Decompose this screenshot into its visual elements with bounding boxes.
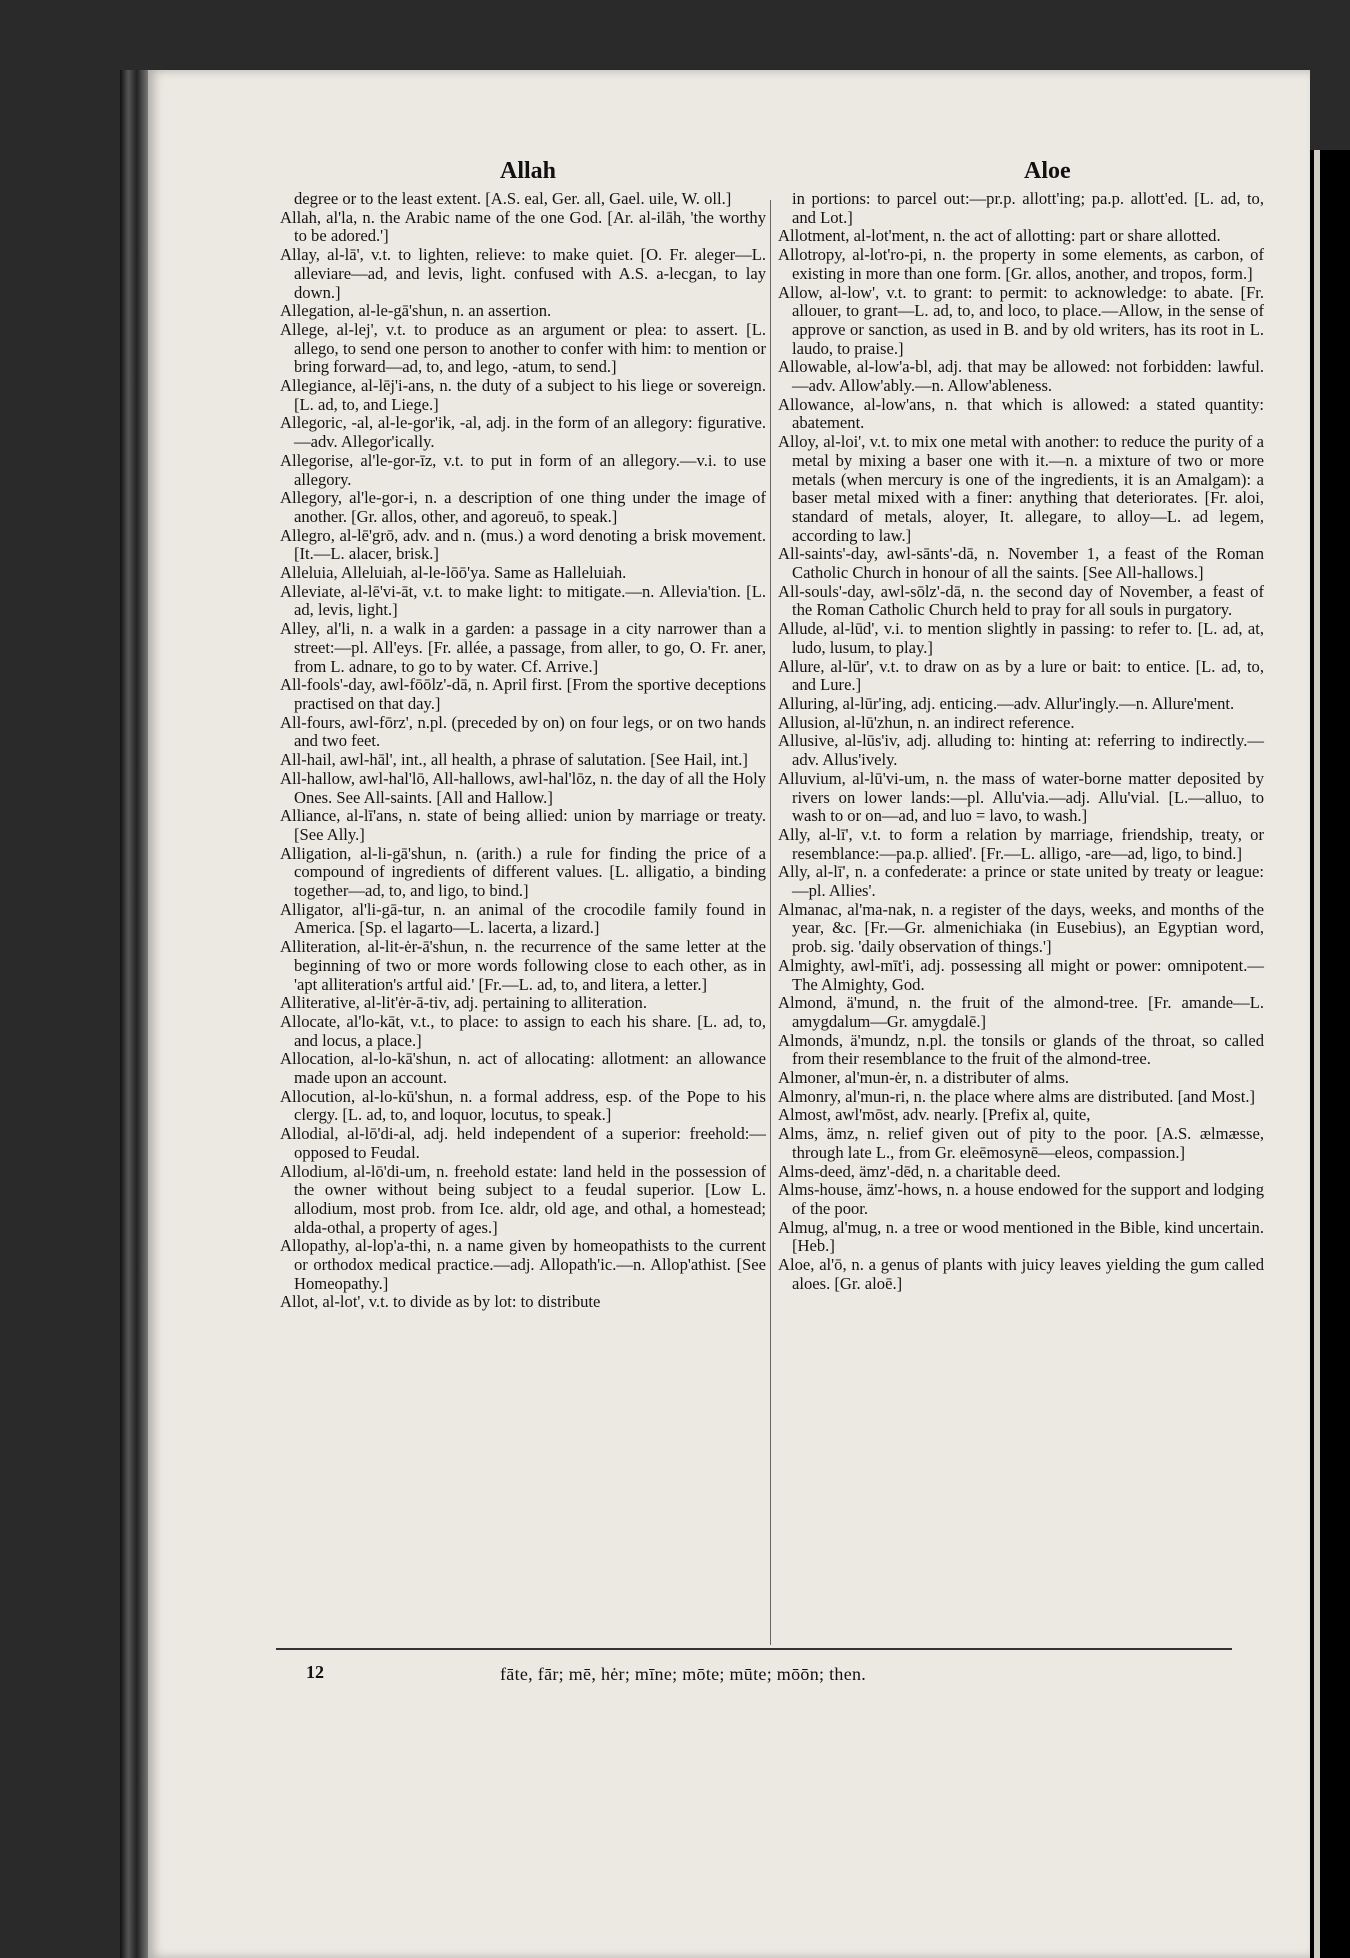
dictionary-entry: Alliterative, al-lit'ėr-ā-tiv, adj. pertaining to alliteration. <box>280 993 647 1013</box>
dictionary-entry: Allegorise, al'le-gor-īz, v.t. to put in form of an allegory.—v.i. to use allegory. <box>280 450 766 489</box>
left-running-header: Allah <box>500 158 557 184</box>
dictionary-entry: Alligator, al'li-gā-tur, n. an animal of the crocodile family found in America. [Sp. el lagarto—L. lacerta, a lizard.] <box>280 899 766 938</box>
facing-page-edge <box>1310 150 1350 1958</box>
dictionary-entry: Allure, al-lūr', v.t. to draw on as by a lure or bait: to entice. [L. ad, to, and Lure.] <box>778 656 1264 695</box>
dictionary-entry: All-hallow, awl-hal'lō, All-hallows, awl-hal'lōz, n. the day of all the Holy Ones. See All-saints. [All and Hallow.] <box>280 768 766 807</box>
book-spine-shadow <box>120 70 148 1958</box>
dictionary-entry: Aloe, al'ō, n. a genus of plants with juicy leaves yielding the gum called aloes. [Gr. aloē.] <box>778 1255 1264 1293</box>
dictionary-entry: All-fours, awl-fōrz', n.pl. (preceded by on) on four legs, or on two hands and two feet. <box>280 712 766 751</box>
dictionary-entry: Allopathy, al-lop'a-thi, n. a name given by homeopathists to the current or orthodox medical practice.—adj. Allopath'ic.—n. Allop'athist. [See Homeopathy.] <box>280 1236 766 1293</box>
page-number: 12 <box>306 1662 324 1682</box>
dictionary-entry: Allusive, al-lūs'iv, adj. alluding to: hinting at: referring to indirectly.—adv. Allus'ively. <box>778 731 1264 770</box>
dictionary-entry: Almonds, ä'mundz, n.pl. the tonsils or glands of the throat, so called from their resemblance to the fruit of the almond-tree. <box>778 1030 1264 1069</box>
dictionary-entry: Allowance, al-low'ans, n. that which is allowed: a stated quantity: abatement. <box>778 394 1264 433</box>
dictionary-entry: Allusion, al-lū'zhun, n. an indirect reference. <box>778 712 1075 732</box>
dictionary-entry: degree or to the least extent. [A.S. eal, Ger. all, Gael. uile, W. oll.] <box>294 189 732 208</box>
dictionary-entry: Allowable, al-low'a-bl, adj. that may be allowed: not forbidden: lawful.—adv. Allow'ably.—n. Allow'ableness. <box>778 357 1264 396</box>
dictionary-entry: Alluvium, al-lū'vi-um, n. the mass of water-borne matter deposited by rivers on lower lands:—pl. Allu'via.—adj. Allu'vial. [L.—alluo, to wash to or on—ad, and luo = lavo, to wash.] <box>778 768 1264 826</box>
dictionary-entry: Alligation, al-li-gā'shun, n. (arith.) a rule for finding the price of a compound of ingredients of different values. [L. alligatio, a binding together—ad, to, and ligo, to bind.] <box>280 843 766 901</box>
dictionary-entry: Allow, al-low', v.t. to grant: to permit: to acknowledge: to abate. [Fr. allouer, to grant—L. ad, to, and loco, to place.—Allow, in the sense of approve or sanction, as used in B. and by old writers, has its root in L. laudo, to praise.] <box>778 282 1264 358</box>
dictionary-entry: Almond, ä'mund, n. the fruit of the almond-tree. [Fr. amande—L. amygdalum—Gr. amygdalē.] <box>778 993 1264 1031</box>
dictionary-entry: All-souls'-day, awl-sōlz'-dā, n. the second day of November, a feast of the Roman Catholic Church held to pray for all souls in purgatory. <box>778 581 1264 620</box>
dictionary-entry: Almanac, al'ma-nak, n. a register of the days, weeks, and months of the year, &c. [Fr.—Gr. almenichiaka (in Eusebius), an Egyptian word, prob. sig. 'daily observation of things.'] <box>778 899 1264 957</box>
facing-page-strip <box>1314 150 1320 1958</box>
pronunciation-key: fāte, fār; mē, hėr; mīne; mōte; mūte; mōōn; then. <box>500 1664 867 1684</box>
dictionary-entry: Ally, al-lī', v.t. to form a relation by marriage, friendship, treaty, or resemblance:—pa.p. allied'. [Fr.—L. alligo, -are—ad, ligo, to bind.] <box>778 824 1264 863</box>
dictionary-entry: Almoner, al'mun-ėr, n. a distributer of alms. <box>778 1068 1070 1088</box>
dictionary-entry: Alloy, al-loi', v.t. to mix one metal with another: to reduce the purity of a metal by mixing a baser one with it.—n. a mixture of two or more metals (when mercury is one of the ingredients, it is an Amalgam): a baser metal mixed with a finer: anything that deteriorates. [Fr. aloi, standard of metals, aloyer, It. allegare, to alloy—L. ad legem, according to law.] <box>778 432 1264 545</box>
column-divider <box>770 200 771 1645</box>
dictionary-entry: Allegoric, -al, al-le-gor'ik, -al, adj. in the form of an allegory: figurative.—adv. Allegor'ically. <box>280 413 766 452</box>
dictionary-entry: Allah, al'la, n. the Arabic name of the one God. [Ar. al-ilāh, 'the worthy to be adored.'] <box>280 207 766 246</box>
dictionary-entry: Alluring, al-lūr'ing, adj. enticing.—adv. Allur'ingly.—n. Allure'ment. <box>778 693 1235 713</box>
dictionary-entry: Allocation, al-lo-kā'shun, n. act of allocating: allotment: an allowance made upon an account. <box>280 1049 766 1088</box>
dictionary-entry: Allegiance, al-lēj'i-ans, n. the duty of a subject to his liege or sovereign. [L. ad, to, and Liege.] <box>280 376 766 414</box>
dictionary-entry: Alms-deed, ämz'-dēd, n. a charitable deed. <box>778 1161 1061 1181</box>
dictionary-entry: All-saints'-day, awl-sānts'-dā, n. November 1, a feast of the Roman Catholic Church in honour of all the saints. [See All-hallows.] <box>778 544 1264 583</box>
dictionary-entry: Allegation, al-le-gā'shun, n. an assertion. <box>280 301 552 321</box>
dictionary-entry: Alleluia, Alleluiah, al-le-lōō'ya. Same as Halleluiah. <box>280 563 627 583</box>
dictionary-entry: All-fools'-day, awl-fōōlz'-dā, n. April first. [From the sportive deceptions practised on that day.] <box>280 675 766 713</box>
dictionary-entry: Almost, awl'mōst, adv. nearly. [Prefix al, quite, <box>778 1105 1091 1125</box>
dictionary-entry: Allegory, al'le-gor-i, n. a description of one thing under the image of another. [Gr. allos, other, and agoreuō, to speak.] <box>280 488 766 526</box>
dictionary-entry: Allocate, al'lo-kāt, v.t., to place: to assign to each his share. [L. ad, to, and locus, a place.] <box>280 1011 766 1050</box>
dictionary-entry: Allude, al-lūd', v.i. to mention slightly in passing: to refer to. [L. ad, at, ludo, lusum, to play.] <box>778 619 1264 657</box>
left-column <box>280 190 766 1312</box>
dictionary-entry: Allotropy, al-lot'ro-pi, n. the property in some elements, as carbon, of existing in more than one form. [Gr. allos, another, and tropos, form.] <box>778 245 1264 283</box>
dictionary-entry: Alliteration, al-lit-ėr-ā'shun, n. the recurrence of the same letter at the beginning of two or more words following close to each other, as in 'apt alliteration's artful aid.' [Fr.—L. ad, to, and litera, a letter.] <box>280 937 766 994</box>
dictionary-entry: Allocution, al-lo-kū'shun, n. a formal address, esp. of the Pope to his clergy. [L. ad, to, and loquor, locutus, to speak.] <box>280 1086 766 1125</box>
right-column <box>778 190 1264 1293</box>
dictionary-entry: Allege, al-lej', v.t. to produce as an argument or plea: to assert. [L. allego, to send one person to another to confer with him: to mention or bring forward—ad, to, and lego, -atum, to send.] <box>280 319 766 377</box>
dictionary-entry: Allay, al-lā', v.t. to lighten, relieve: to make quiet. [O. Fr. aleger—L. alleviare—ad, and levis, light. confused with A.S. a-lecgan, to lay down.] <box>280 245 766 302</box>
footer-rule <box>276 1648 1232 1650</box>
dictionary-entry: All-hail, awl-hāl', int., all health, a phrase of salutation. [See Hail, int.] <box>280 750 748 770</box>
dictionary-entry: Alms, ämz, n. relief given out of pity to the poor. [A.S. ælmæsse, through late L., from Gr. eleēmosynē—eleos, compassion.] <box>778 1124 1264 1162</box>
dictionary-entry: Alley, al'li, n. a walk in a garden: a passage in a city narrower than a street:—pl. All'eys. [Fr. allée, a passage, from aller, to go, O. Fr. aner, from L. adnare, to go to by water. Cf. Arrive.] <box>280 619 766 676</box>
right-running-header: Aloe <box>1024 158 1071 184</box>
dictionary-entry: Alms-house, ämz'-hows, n. a house endowed for the support and lodging of the poor. <box>778 1180 1264 1218</box>
dictionary-entry: Alleviate, al-lē'vi-āt, v.t. to make light: to mitigate.—n. Allevia'tion. [L. ad, levis, light.] <box>280 581 766 620</box>
dictionary-entry: Allodium, al-lō'di-um, n. freehold estate: land held in the possession of the owner without being subject to a feudal superior. [Low L. allodium, most prob. from Ice. aldr, old age, and othal, a homestead; alda-othal, a property of ages.] <box>280 1161 766 1237</box>
dictionary-entry: Allot, al-lot', v.t. to divide as by lot: to distribute <box>280 1292 601 1312</box>
dictionary-entry: Allodial, al-lō'di-al, adj. held independent of a superior: freehold:—opposed to Feudal. <box>280 1124 766 1162</box>
dictionary-entry: Ally, al-lī', n. a confederate: a prince or state united by treaty or league:—pl. Allies'. <box>778 862 1264 901</box>
dictionary-entry: Almighty, awl-mīt'i, adj. possessing all might or power: omnipotent.—The Almighty, God. <box>778 955 1264 994</box>
dictionary-entry: Almug, al'mug, n. a tree or wood mentioned in the Bible, kind uncertain. [Heb.] <box>778 1217 1264 1256</box>
dictionary-entry: in portions: to parcel out:—pr.p. allott'ing; pa.p. allott'ed. [L. ad, to, and Lot.] <box>792 189 1264 227</box>
dictionary-entry: Alliance, al-lī'ans, n. state of being allied: union by marriage or treaty. [See Ally.] <box>280 806 766 844</box>
dictionary-entry: Allegro, al-lē'grō, adv. and n. (mus.) a word denoting a brisk movement. [It.—L. alacer, brisk.] <box>280 525 766 564</box>
dictionary-entry: Allotment, al-lot'ment, n. the act of allotting: part or share allotted. <box>778 226 1221 246</box>
dictionary-entry: Almonry, al'mun-ri, n. the place where alms are distributed. [and Most.] <box>778 1086 1256 1106</box>
